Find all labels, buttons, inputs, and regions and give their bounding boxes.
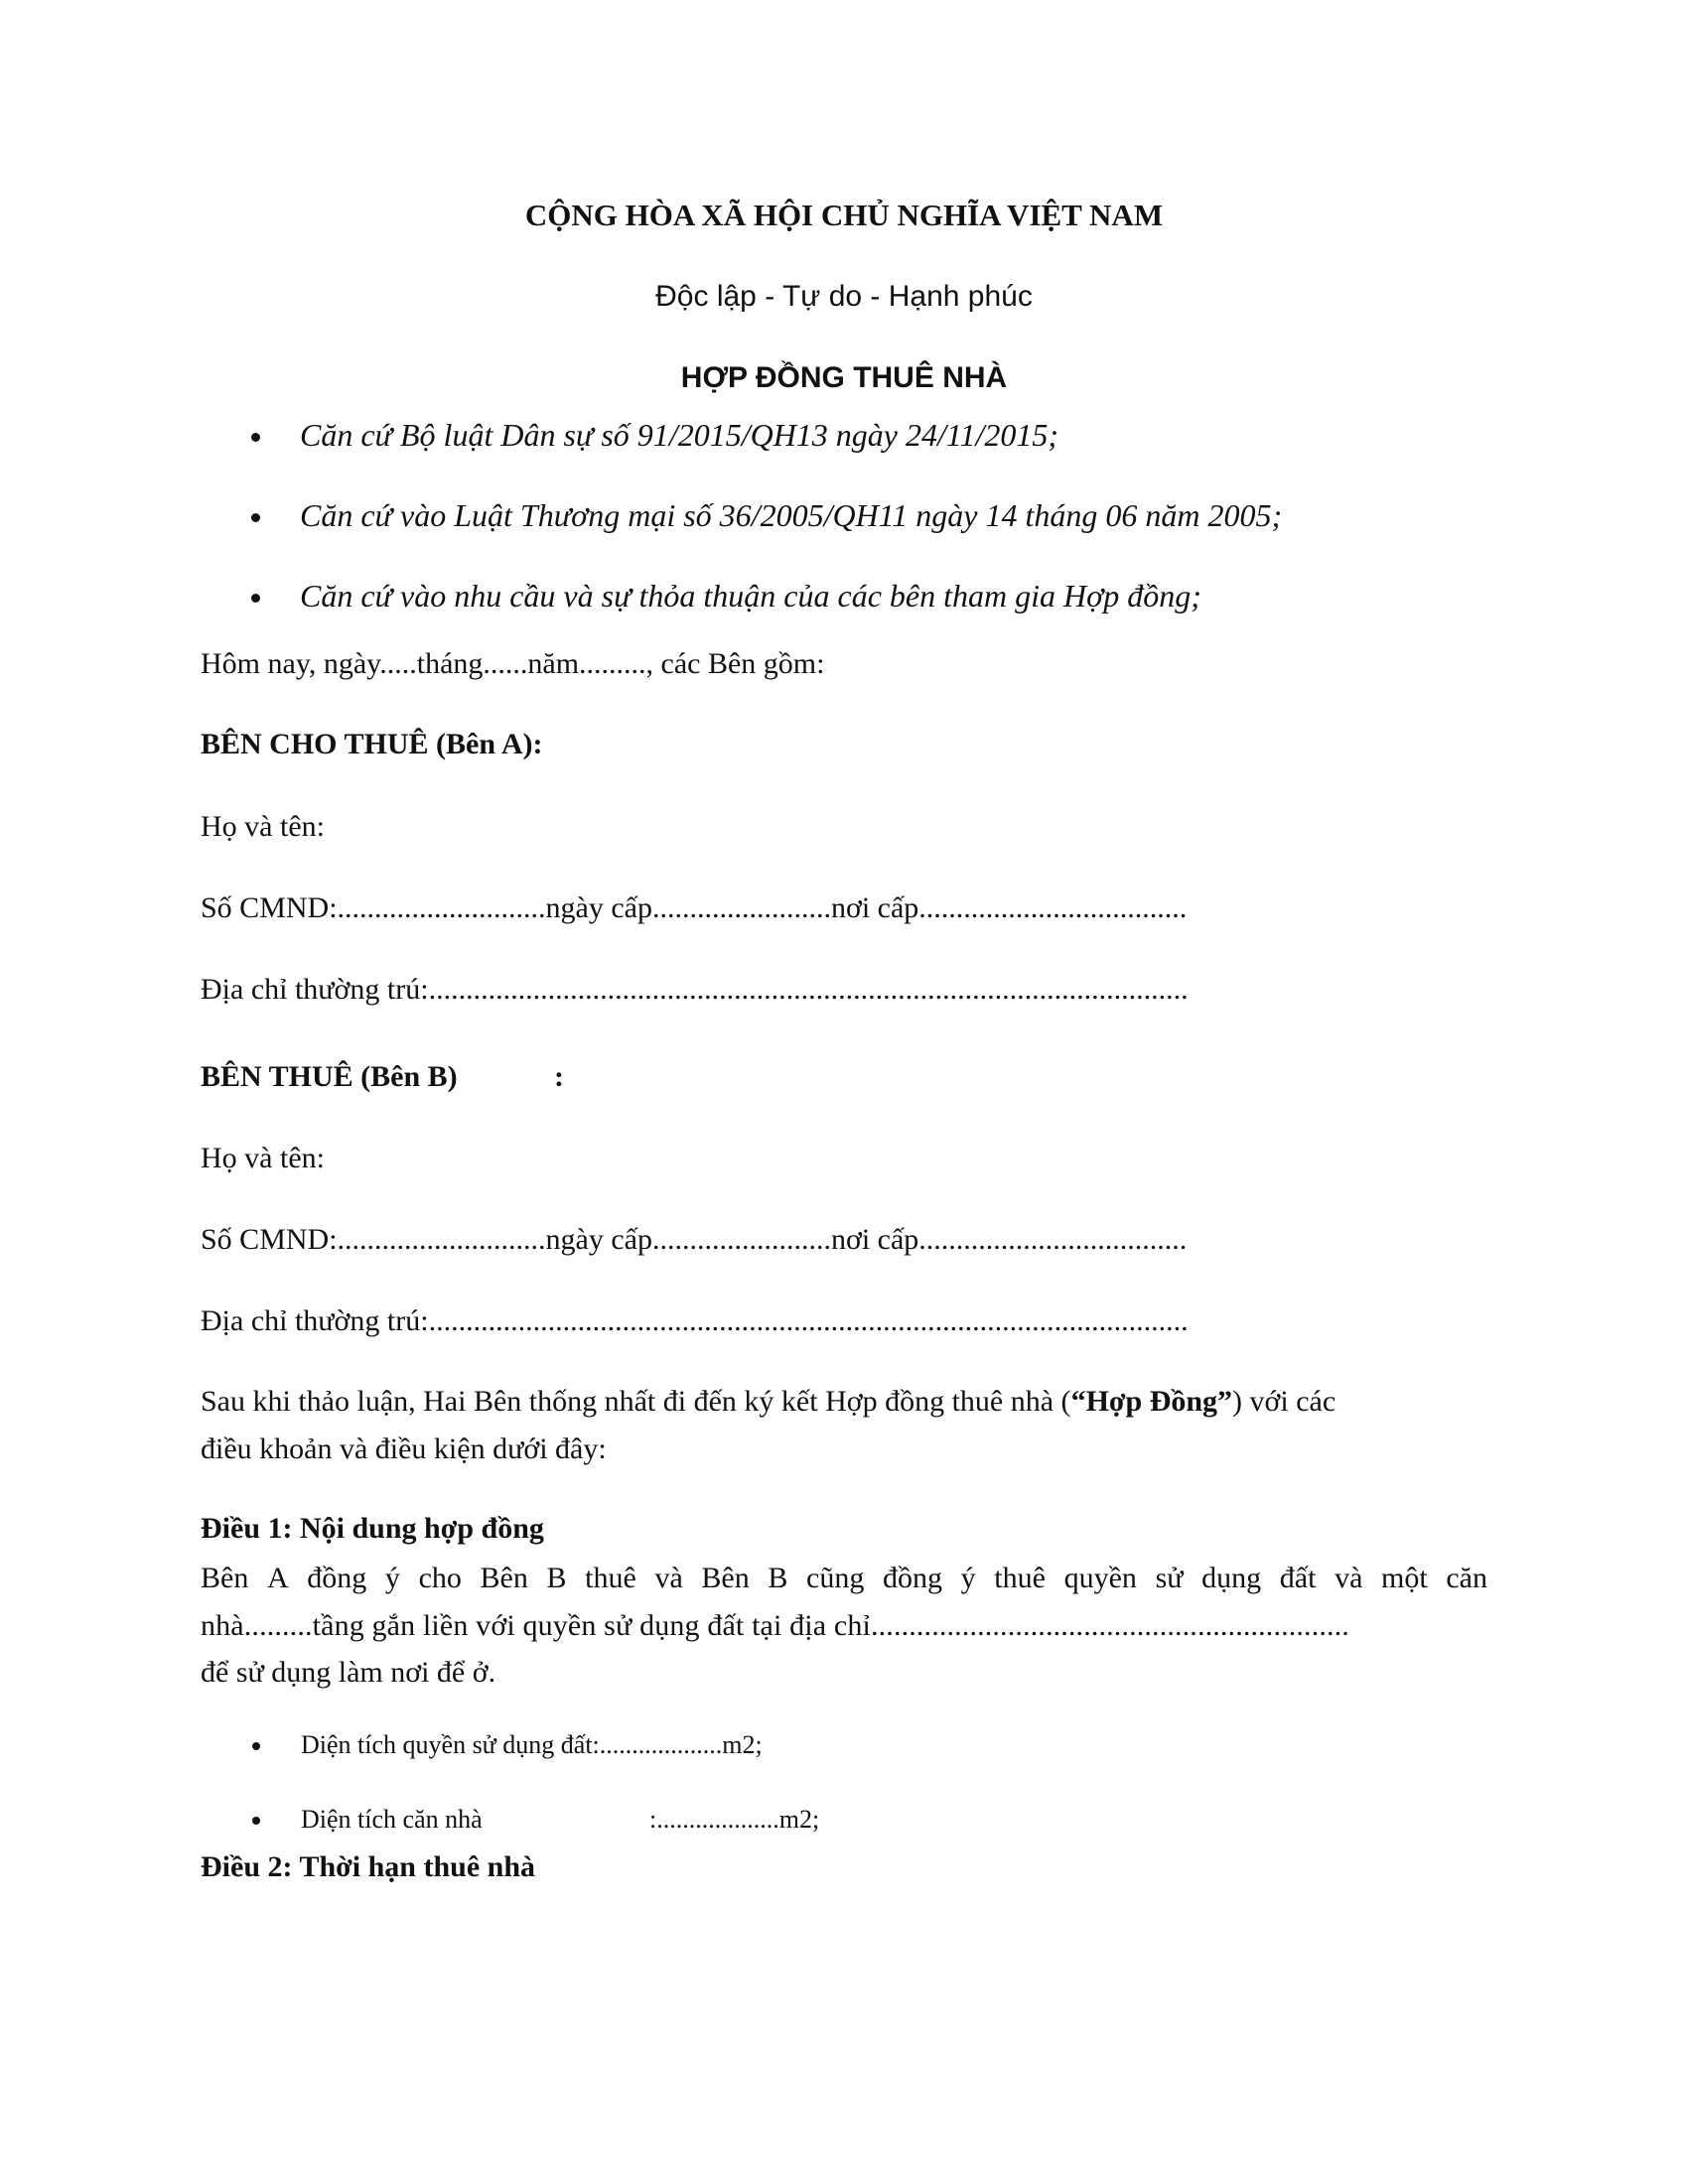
- word: sử: [1155, 1562, 1184, 1594]
- word: quyền: [1063, 1562, 1137, 1594]
- bullet-icon: [251, 594, 260, 603]
- intro-line: Hôm nay, ngày.....tháng......năm........., các Bên gồm:: [201, 647, 825, 680]
- document-title: HỢP ĐỒNG THUÊ NHÀ: [680, 361, 1008, 394]
- party-a-id-line: Số CMND:............................ngày cấp........................nơi cấp....................................: [201, 891, 1188, 924]
- bullet-icon: [252, 1817, 260, 1825]
- agreement-text: ) với các: [1232, 1385, 1336, 1418]
- word: thuê: [585, 1562, 636, 1594]
- contract-defined-term: “Hợp Đồng”: [1070, 1385, 1233, 1418]
- word: một: [1381, 1562, 1428, 1594]
- legal-basis-text: Căn cứ vào Luật Thương mại số 36/2005/QH11 ngày 14 tháng 06 năm 2005;: [300, 497, 1283, 533]
- word: B: [768, 1562, 788, 1594]
- word: ý: [384, 1562, 400, 1594]
- area-item-value: :...................m2;: [592, 1730, 763, 1759]
- article-1-line-1: [201, 1564, 1487, 1593]
- bullet-icon: [251, 513, 260, 522]
- party-a-address-line: Địa chỉ thường trú:......................................................................................................: [201, 973, 1189, 1006]
- word: Bên: [201, 1562, 249, 1594]
- bullet-icon: [251, 433, 260, 442]
- word: đồng: [883, 1562, 943, 1594]
- nation-heading: CỘNG HÒA XÃ HỘI CHỦ NGHĨA VIỆT NAM: [524, 198, 1164, 232]
- word: thuê: [994, 1562, 1046, 1594]
- party-b-address-line: Địa chỉ thường trú:......................................................................................................: [201, 1304, 1189, 1337]
- party-b-heading: BÊN THUÊ (Bên B): [201, 1060, 458, 1093]
- word: cho: [418, 1562, 462, 1594]
- word: đồng: [307, 1562, 367, 1594]
- area-item-label: Diện tích quyền sử dụng đất: [301, 1730, 593, 1759]
- word: căn: [1446, 1562, 1487, 1594]
- area-item-text: [301, 1732, 763, 1758]
- party-b-id-line: Số CMND:............................ngày cấp........................nơi cấp....................................: [201, 1223, 1188, 1256]
- agreement-line-1: [201, 1387, 1336, 1417]
- area-item-label: Diện tích căn nhà: [301, 1805, 483, 1834]
- area-item-value: :...................m2;: [649, 1805, 820, 1834]
- word: đất: [1279, 1562, 1317, 1594]
- agreement-text: Sau khi thảo luận, Hai Bên thống nhất đi đến ký kết Hợp đồng thuê nhà (: [201, 1385, 1071, 1418]
- motto: Độc lập - Tự do - Hạnh phúc: [655, 280, 1033, 313]
- word: và: [654, 1562, 683, 1594]
- legal-basis-text: Căn cứ vào nhu cầu và sự thỏa thuận của các bên tham gia Hợp đồng;: [300, 578, 1201, 614]
- agreement-line-2: điều khoản và điều kiện dưới đây:: [201, 1433, 607, 1465]
- word: cũng: [806, 1562, 865, 1594]
- article-1-line-3: để sử dụng làm nơi để ở.: [201, 1656, 496, 1689]
- word: ý: [960, 1562, 976, 1594]
- word: dụng: [1201, 1562, 1262, 1594]
- party-a-heading: BÊN CHO THUÊ (Bên A):: [201, 728, 543, 760]
- word: Bên: [480, 1562, 528, 1594]
- word: A: [266, 1562, 289, 1594]
- legal-basis-text: Căn cứ Bộ luật Dân sự số 91/2015/QH13 ngày 24/11/2015;: [300, 417, 1059, 453]
- party-b-heading-colon: :: [554, 1060, 564, 1093]
- party-a-name-label: Họ và tên:: [201, 810, 325, 843]
- bullet-icon: [252, 1742, 260, 1750]
- word: B: [546, 1562, 567, 1594]
- article-2-heading: Điều 2: Thời hạn thuê nhà: [201, 1850, 536, 1883]
- article-1-heading: Điều 1: Nội dung hợp đồng: [201, 1512, 544, 1545]
- word: Bên: [701, 1562, 750, 1594]
- article-1-line-2: nhà.........tầng gắn liền với quyền sử dụng đất tại địa chỉ...............................................................: [201, 1609, 1349, 1642]
- party-b-name-label: Họ và tên:: [201, 1142, 325, 1174]
- word: và: [1335, 1562, 1363, 1594]
